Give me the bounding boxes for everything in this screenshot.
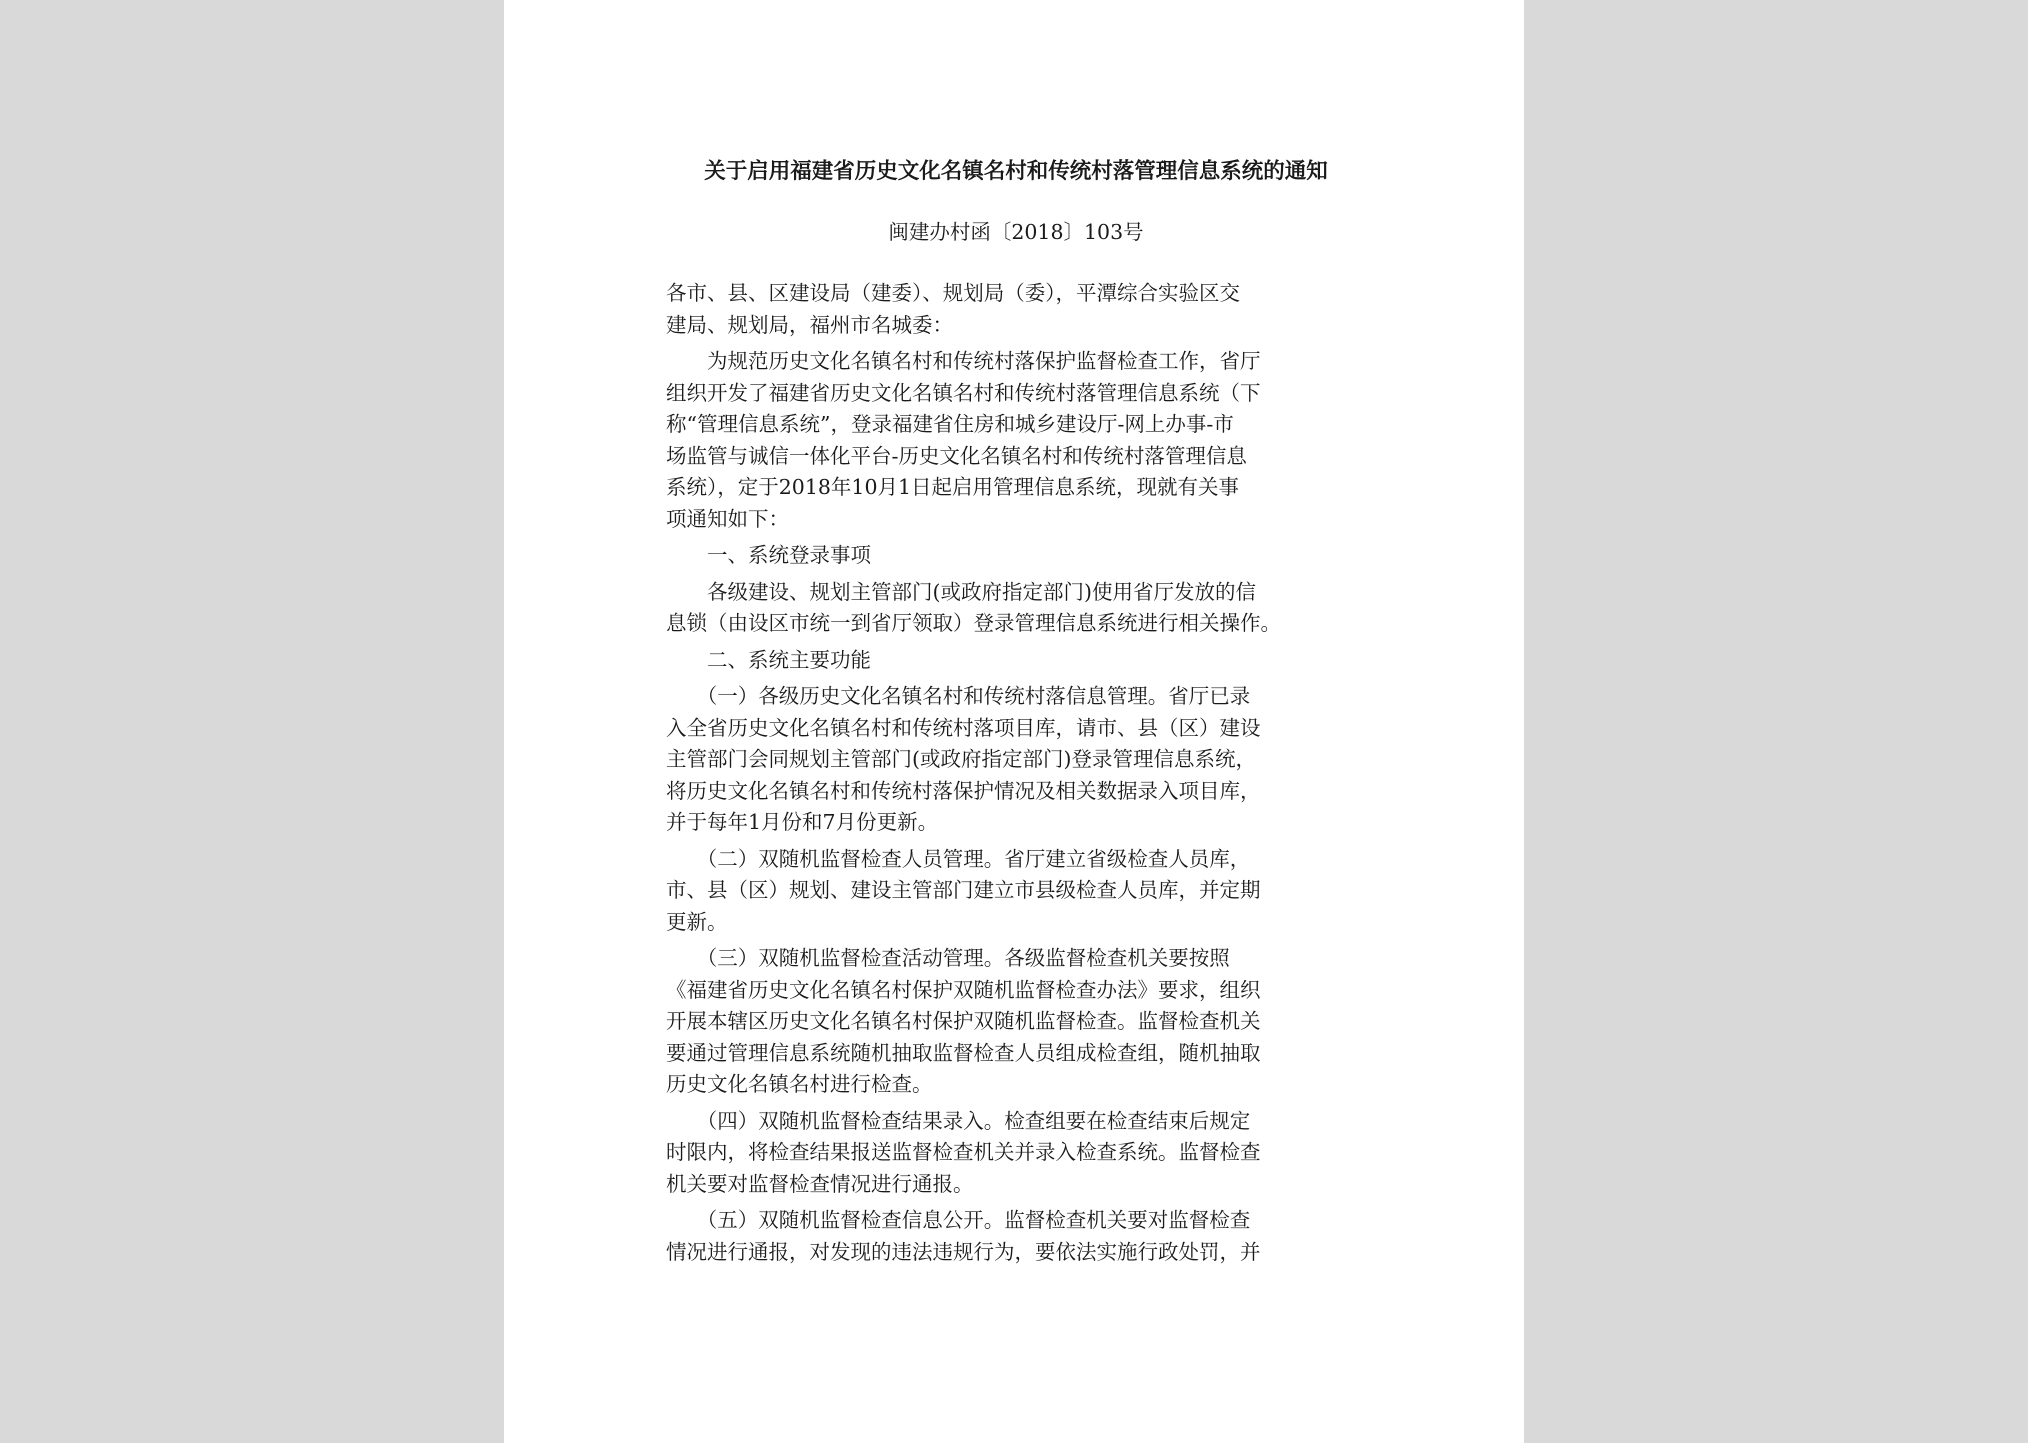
body-paragraph bbox=[666, 681, 1366, 839]
body-paragraph bbox=[666, 645, 1366, 677]
text-line: 更新。 bbox=[666, 909, 728, 934]
body-paragraph bbox=[666, 540, 1366, 572]
text-line: 为规范历史文化名镇名村和传统村落保护监督检查工作，省厅 bbox=[666, 349, 1261, 373]
text-line: 主管部门会同规划主管部门(或政府指定部门)登录管理信息系统， bbox=[666, 747, 1256, 771]
document-number: 闽建办村函〔2018〕103号 bbox=[888, 220, 1144, 244]
text-line: 《福建省历史文化名镇名村保护双随机监督检查办法》要求，组织 bbox=[666, 977, 1261, 1002]
body-paragraph bbox=[666, 577, 1366, 640]
text-line: 要通过管理信息系统随机抽取监督检查人员组成检查组，随机抽取 bbox=[666, 1040, 1261, 1065]
text-line: 组织开发了福建省历史文化名镇名村和传统村落管理信息系统（下 bbox=[666, 380, 1261, 405]
document-body bbox=[666, 278, 1366, 1268]
text-line: （四）双随机监督检查结果录入。检查组要在检查结束后规定 bbox=[666, 1108, 1251, 1133]
page-content bbox=[666, 150, 1366, 1273]
text-line: 一、系统登录事项 bbox=[666, 543, 871, 567]
text-line: 开展本辖区历史文化名镇名村保护双随机监督检查。监督检查机关 bbox=[666, 1009, 1261, 1033]
document-title: 关于启用福建省历史文化名镇名村和传统村落管理信息系统的通知 bbox=[704, 159, 1328, 184]
text-line: 历史文化名镇名村进行检查。 bbox=[666, 1072, 933, 1096]
text-line: 项通知如下： bbox=[666, 506, 789, 531]
text-line: （一）各级历史文化名镇名村和传统村落信息管理。省厅已录 bbox=[666, 684, 1251, 708]
text-line: 将历史文化名镇名村和传统村落保护情况及相关数据录入项目库， bbox=[666, 778, 1261, 803]
text-line: 入全省历史文化名镇名村和传统村落项目库，请市、县（区）建设 bbox=[666, 715, 1261, 740]
text-line: （五）双随机监督检查信息公开。监督检查机关要对监督检查 bbox=[666, 1208, 1251, 1232]
text-line: 系统），定于2018年10月1日起启用管理信息系统，现就有关事 bbox=[666, 475, 1240, 499]
body-paragraph bbox=[666, 1205, 1366, 1268]
body-paragraph bbox=[666, 346, 1366, 535]
text-line: 情况进行通报，对发现的违法违规行为，要依法实施行政处罚，并 bbox=[666, 1239, 1261, 1264]
body-paragraph bbox=[666, 943, 1366, 1101]
text-line: 机关要对监督检查情况进行通报。 bbox=[666, 1171, 974, 1196]
body-paragraph bbox=[666, 844, 1366, 939]
text-line: 场监管与诚信一体化平台-历史文化名镇名村和传统村落管理信息 bbox=[666, 443, 1247, 468]
text-line: （三）双随机监督检查活动管理。各级监督检查机关要按照 bbox=[666, 946, 1230, 970]
body-paragraph bbox=[666, 278, 1366, 341]
text-line: （二）双随机监督检查人员管理。省厅建立省级检查人员库， bbox=[666, 846, 1251, 871]
text-line: 时限内，将检查结果报送监督检查机关并录入检查系统。监督检查 bbox=[666, 1140, 1261, 1164]
text-line: 二、系统主要功能 bbox=[666, 647, 871, 672]
body-paragraph bbox=[666, 1106, 1366, 1201]
text-line: 称“管理信息系统”，登录福建省住房和城乡建设厅-网上办事-市 bbox=[666, 412, 1234, 436]
document-page bbox=[504, 0, 1524, 1443]
text-line: 息锁（由设区市统一到省厅领取）登录管理信息系统进行相关操作。 bbox=[666, 611, 1281, 635]
text-line: 市、县（区）规划、建设主管部门建立市县级检查人员库，并定期 bbox=[666, 878, 1261, 902]
text-line: 各级建设、规划主管部门(或政府指定部门)使用省厅发放的信 bbox=[666, 579, 1256, 604]
text-line: 各市、县、区建设局（建委）、规划局（委），平潭综合实验区交 bbox=[666, 281, 1240, 305]
text-line: 建局、规划局，福州市名城委： bbox=[666, 312, 953, 337]
text-line: 并于每年1月份和7月份更新。 bbox=[666, 810, 939, 834]
